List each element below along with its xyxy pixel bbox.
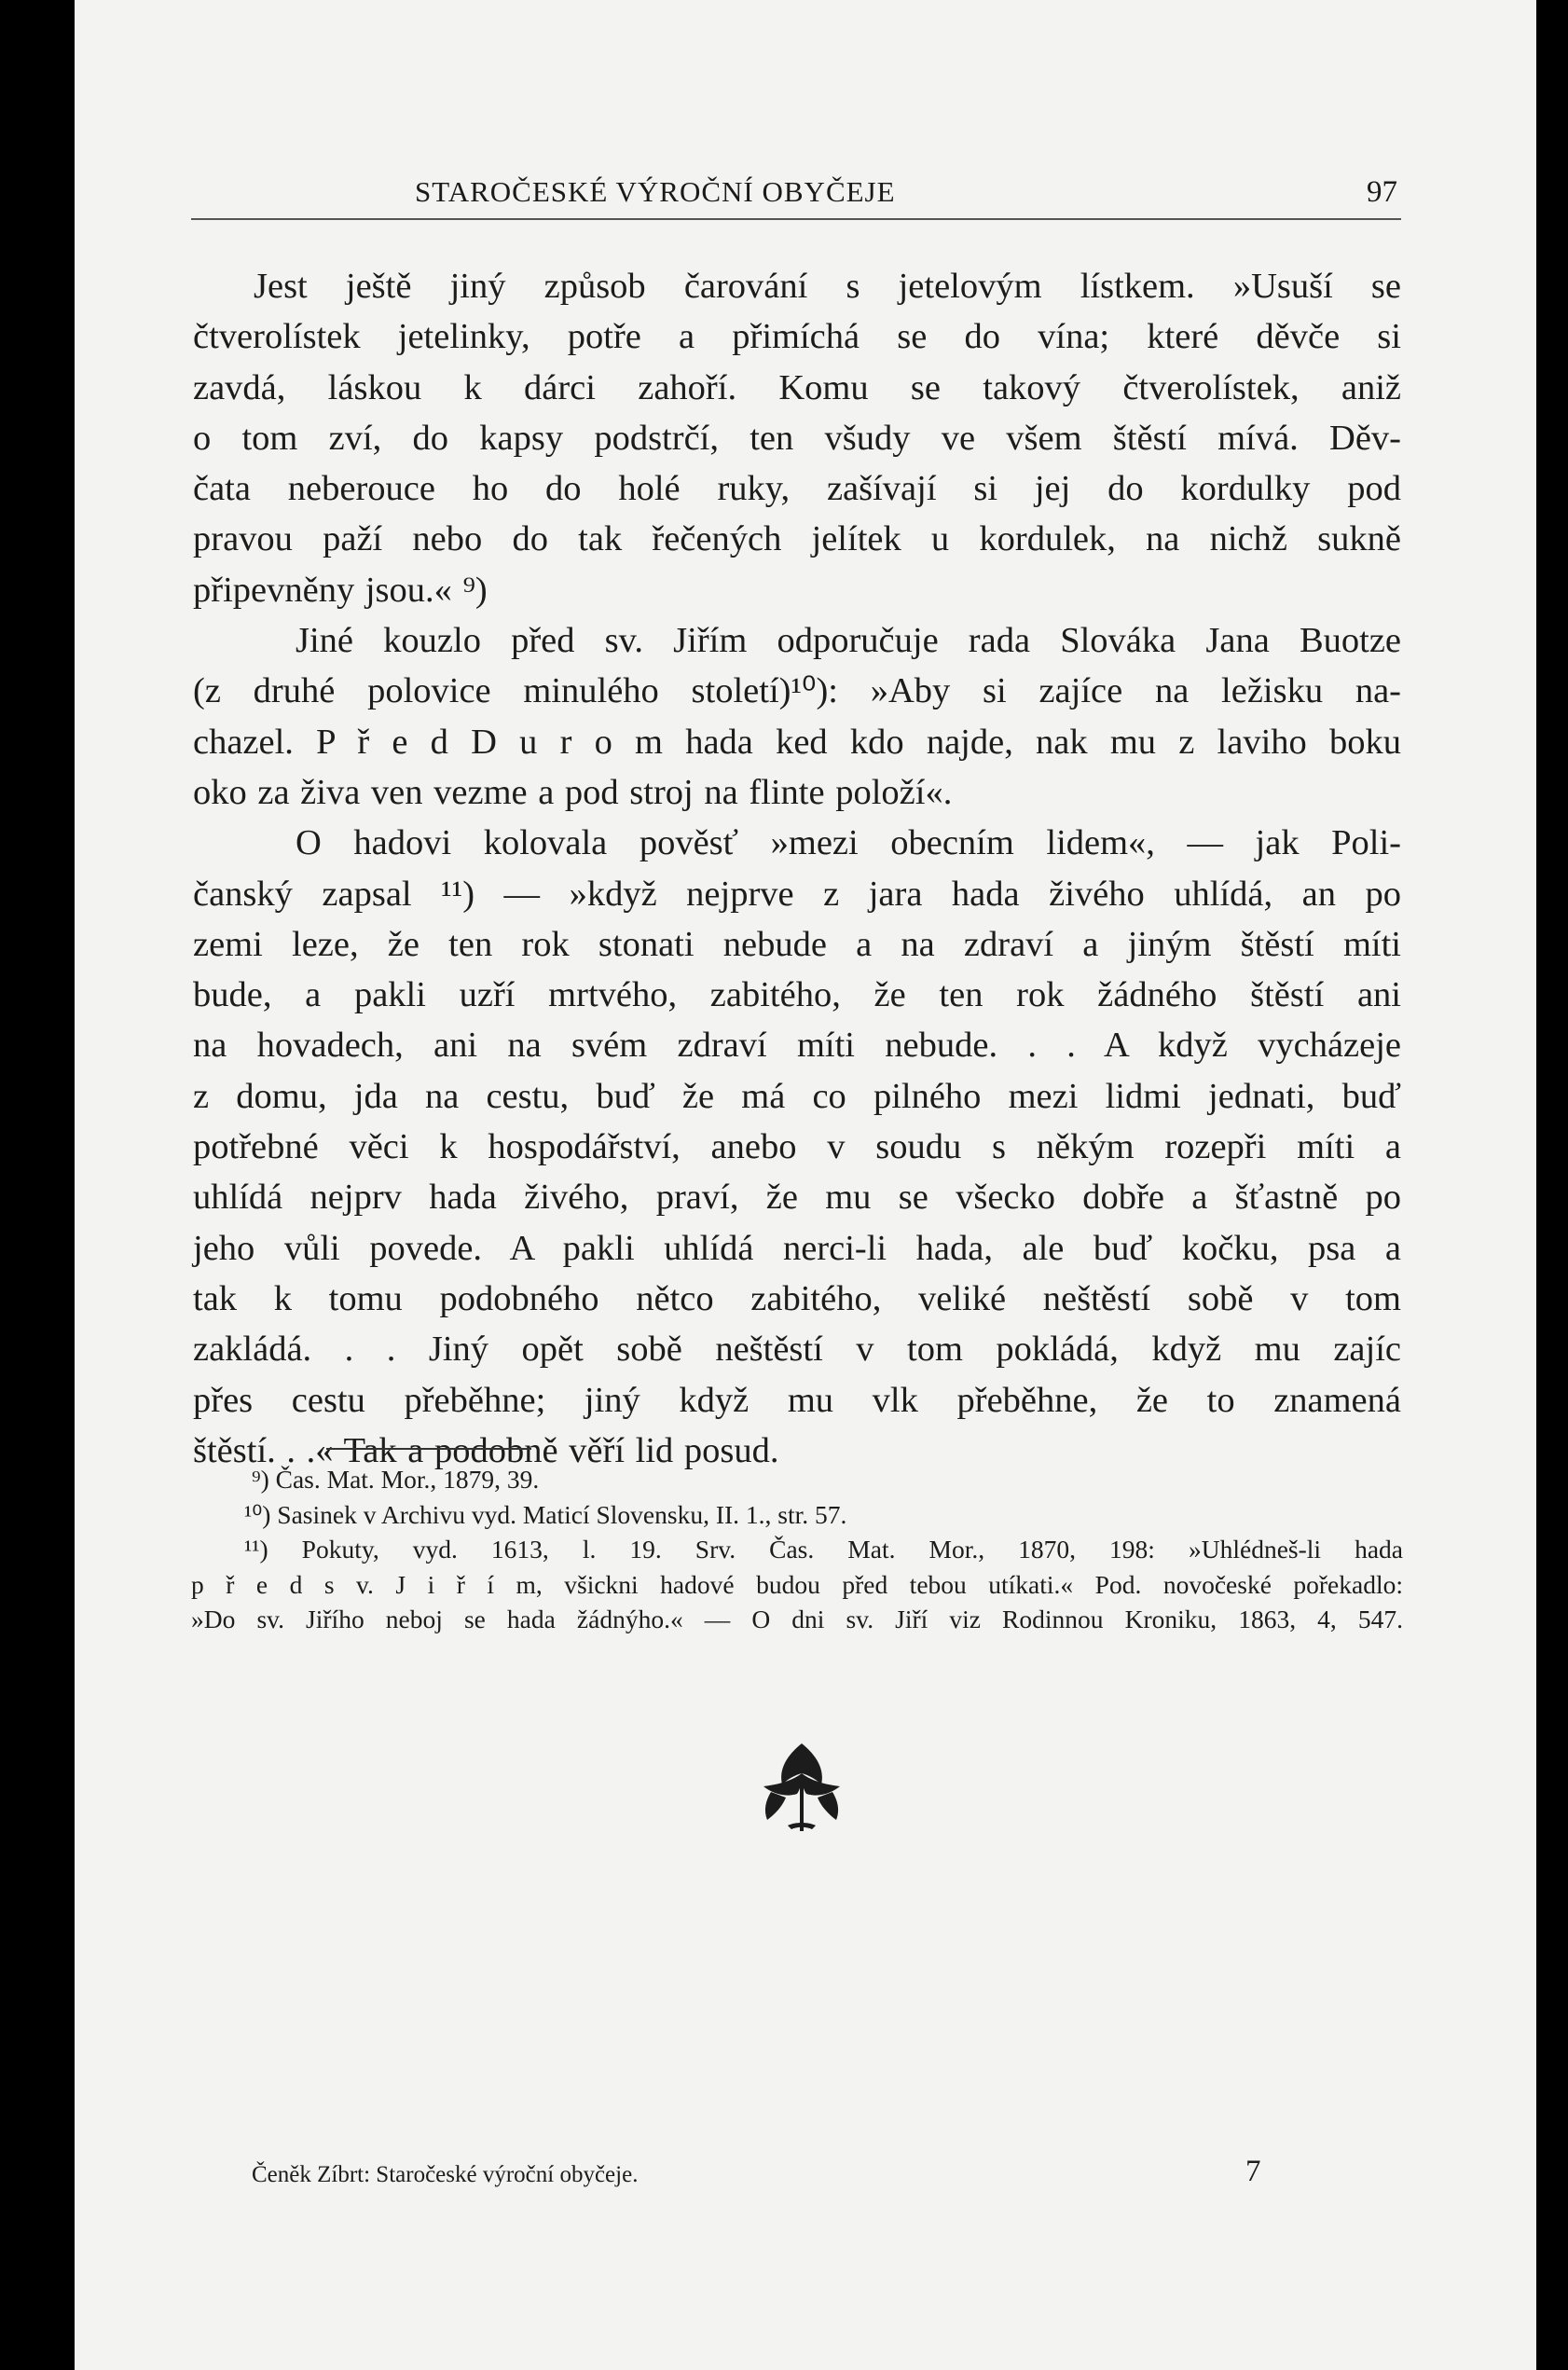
footnote-line: »Do sv. Jiřího neboj se hada žádnýho.« — O dni sv. Jiří viz Rodinnou Kroniku, 1863, 4, 547. bbox=[191, 1605, 1403, 1633]
text-line: tak k tomu podobného nětco zabitého, veliké neštěstí sobě v tom bbox=[193, 1278, 1401, 1318]
leaf-ornament-icon bbox=[750, 1736, 853, 1839]
running-title: STAROČESKÉ VÝROČNÍ OBYČEJE bbox=[415, 175, 896, 208]
text-line: zavdá, láskou k dárci zahoří. Komu se takový čtverolístek, aniž bbox=[193, 367, 1401, 407]
text-line: přes cestu přeběhne; jiný když mu vlk přeběhne, že to znamená bbox=[193, 1380, 1401, 1420]
footnote-line: ⁹) Čas. Mat. Mor., 1879, 39. bbox=[252, 1465, 540, 1494]
footnote-line: ¹⁰) Sasinek v Archivu vyd. Maticí Slovensku, II. 1., str. 57. bbox=[244, 1499, 847, 1529]
body-text bbox=[193, 261, 1401, 1476]
text-line: čtverolístek jetelinky, potře a přimíchá se do vína; které děvče si bbox=[193, 317, 1401, 357]
page-number: 97 bbox=[1367, 175, 1397, 209]
page-header bbox=[191, 173, 1401, 220]
text-line: potřebné věci k hospodářství, anebo v soudu s někým rozepři míti a bbox=[193, 1127, 1401, 1167]
text-line: zakládá. . . Jiný opět sobě neštěstí v tom pokládá, když mu zajíc bbox=[193, 1330, 1401, 1370]
text-line: čata neberouce ho do holé ruky, zašívají si jej do kordulky pod bbox=[193, 469, 1401, 509]
text-line: O hadovi kolovala pověsť »mezi obecním lidem«, — jak Poli- bbox=[296, 823, 1401, 863]
text-line: připevněny jsou.« ⁹) bbox=[193, 570, 488, 610]
text-line: uhlídá nejprv hada živého, praví, že mu se všecko dobře a šťastně po bbox=[193, 1178, 1401, 1218]
text-line: o tom zví, do kapsy podstrčí, ten všudy ve všem štěstí mívá. Děv- bbox=[193, 418, 1401, 458]
text-line: Jiné kouzlo před sv. Jiřím odporučuje rada Slováka Jana Buotze bbox=[296, 621, 1401, 661]
footnotes bbox=[191, 1462, 1403, 1637]
text-line: štěstí. . .« Tak a podobně věří lid posud. bbox=[193, 1430, 779, 1470]
text-line: zemi leze, že ten rok stonati nebude a na zdraví a jiným štěstí míti bbox=[193, 924, 1401, 964]
text-line: oko za živa ven vezme a pod stroj na flinte položí«. bbox=[193, 772, 953, 812]
footnote-divider bbox=[326, 1448, 531, 1450]
book-page bbox=[75, 0, 1536, 2370]
text-line: čanský zapsal ¹¹) — »když nejprve z jara hada živého uhlídá, an po bbox=[193, 874, 1401, 914]
text-line: chazel. P ř e d D u r o m hada ked kdo najde, nak mu z laviho boku bbox=[193, 722, 1401, 762]
text-line: jeho vůli povede. A pakli uhlídá nerci-li hada, ale buď kočku, psa a bbox=[193, 1228, 1401, 1268]
text-line: bude, a pakli uzří mrtvého, zabitého, že ten rok žádného štěstí ani bbox=[193, 975, 1401, 1015]
signature-mark: 7 bbox=[1245, 2155, 1261, 2188]
text-line: na hovadech, ani na svém zdraví míti nebude. . . A když vycházeje bbox=[193, 1026, 1401, 1066]
text-line: (z druhé polovice minulého století)¹⁰): »Aby si zajíce na ležisku na- bbox=[193, 671, 1401, 711]
footnote-line: p ř e d s v. J i ř í m, všickni hadové budou před tebou utíkati.« Pod. novočeské pořekadlo: bbox=[191, 1569, 1403, 1599]
text-line: z domu, jda na cestu, buď že má co pilného mezi lidmi jednati, buď bbox=[193, 1076, 1401, 1116]
printer-signature: Čeněk Zíbrt: Staročeské výroční obyčeje. bbox=[252, 2162, 639, 2187]
footnote-line: ¹¹) Pokuty, vyd. 1613, l. 19. Srv. Čas. Mat. Mor., 1870, 198: »Uhlédneš-li hada bbox=[244, 1535, 1403, 1564]
text-line: pravou paží nebo do tak řečených jelítek u kordulek, na nichž sukně bbox=[193, 519, 1401, 559]
text-line: Jest ještě jiný způsob čarování s jetelovým lístkem. »Usuší se bbox=[254, 267, 1401, 306]
